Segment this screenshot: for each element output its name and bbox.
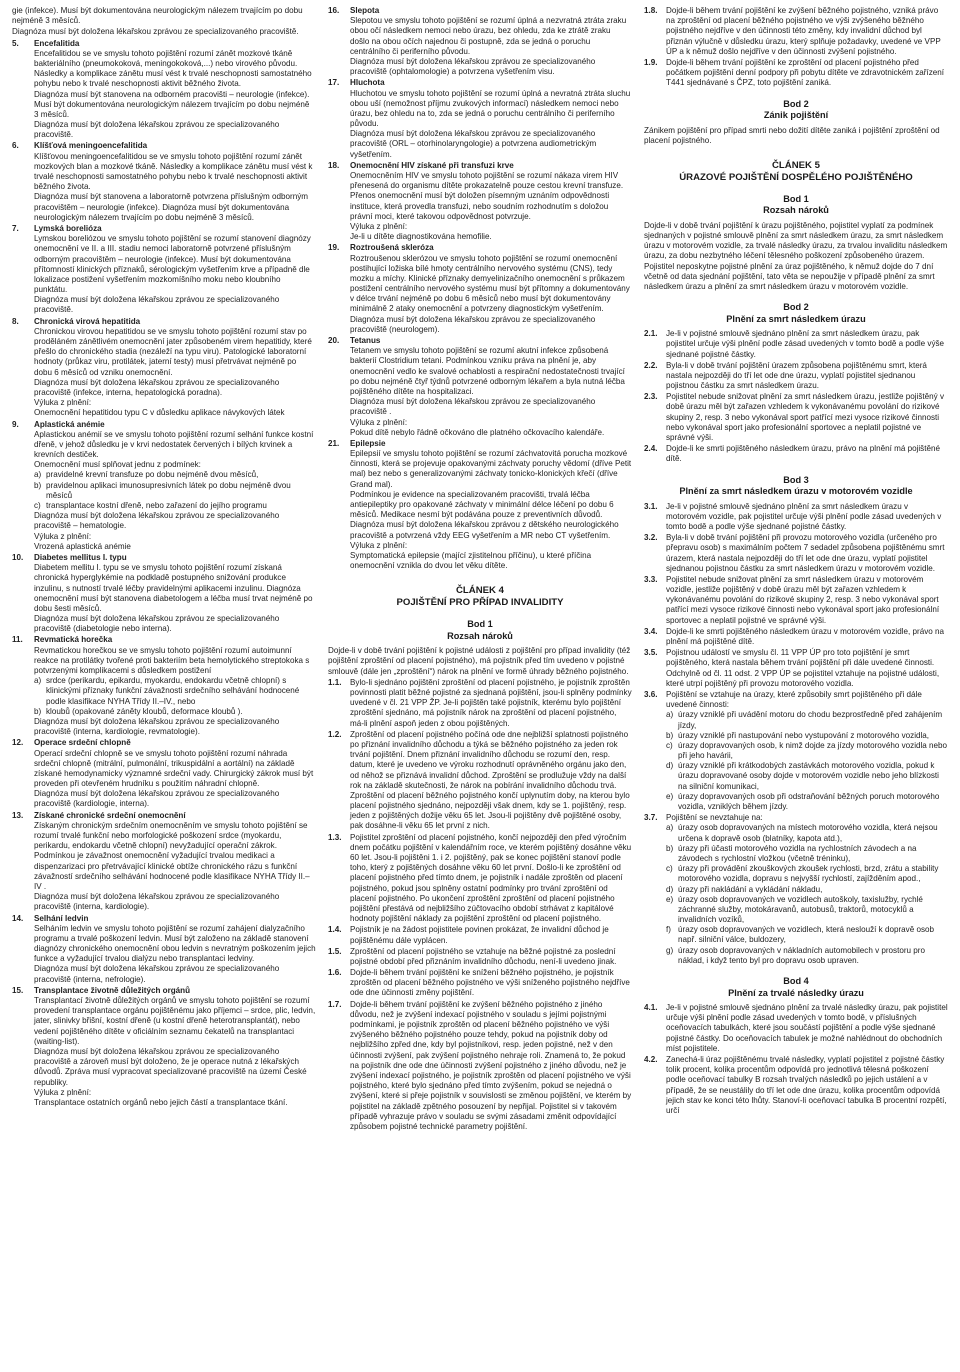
clause-body	[34, 224, 316, 316]
clause-item	[328, 1000, 632, 1132]
clause-number: 1.6.	[328, 968, 342, 978]
paragraph: Aplastickou anémií se ve smyslu tohoto pojištění rozumí selhání funkce kostní dřeně, v jehož důsledku je v krvi nedostatek červených i bílých krvinek a krevních destiček.	[34, 429, 314, 460]
section-heading	[644, 99, 948, 122]
paragraph: Dojde-li během trvání pojištění ke zvýšení běžného pojistného, vzniká právo na zproštění od placení běžného pojistného ve výši zvýšeného běžného pojistného nejdříve v den účinnosti této změny, kdy invalidní důchod byl přiznán výlučně v důsledku úrazu, který splňuje požadavky, uvedené ve VPP ÚP a k němuž došlo nejdříve v den účinnosti zvýšení pojistného.	[666, 6, 941, 56]
paragraph: Transplantace ostatních orgánů nebo jejich částí a transplantace tkání.	[34, 1097, 288, 1107]
clause-item	[644, 444, 948, 464]
clause-item	[644, 533, 948, 574]
sub-item-label: e)	[666, 894, 674, 904]
clause-item	[644, 1003, 948, 1054]
clause-body	[34, 39, 316, 141]
clause-number: 3.1.	[644, 501, 658, 511]
section-heading	[644, 475, 948, 498]
clause-item	[644, 502, 948, 533]
clause-body	[34, 317, 316, 419]
column-left	[12, 6, 316, 1372]
section-heading-line: Bod 1	[467, 619, 493, 630]
clause-number: 19.	[328, 243, 340, 253]
section-heading-line: Bod 2	[783, 302, 809, 313]
paragraph: Je-li v pojistné smlouvě sjednáno plnění za smrt následkem úrazu v motorovém vozidle, pak pojistitel určuje výši plnění podle zásad uvedených v tomto bodě a podle výše sjednané pojistné částky.	[666, 501, 942, 531]
section-heading-line: Rozsah nároků	[447, 630, 513, 641]
paragraph: Onemocnění hepatitidou typu C v důsledku aplikace návykových látek	[34, 408, 285, 418]
clause-title: Tetanus	[350, 336, 381, 345]
paragraph: Podmínkou je závažnost onemocnění vyžadující trvalou medikaci a dispenzarizaci pro přetrvávající klinické obtíže chronického rázu s funkční závažností srdečního selhávání hodnocené podle klasifikace NYHA Třídy II.–IV .	[34, 851, 310, 891]
sub-item	[666, 823, 948, 843]
clause-body	[350, 78, 632, 160]
column-right	[644, 6, 948, 1372]
paragraph: Pojištění se nevztahuje na:	[666, 813, 763, 823]
clause-body	[666, 575, 948, 626]
clause-title: Diabetes mellitus I. typu	[34, 552, 127, 562]
paragraph: Tetanem ve smyslu tohoto pojištění se rozumí akutní infekce způsobená bakterií Clostridium tetani. Podmínkou vzniku práva na plnění je, aby onemocnění vedlo ke svalové ochablosti a respirační nedostatečnosti trvající po dobu nejméně čtyř týdnů potvrzené odborným lékařem a byla nutná léčba pojištěného dítěte na hospitalizaci.	[350, 346, 625, 396]
clause-body	[666, 502, 948, 533]
clause-title: Selhání ledvin	[34, 913, 89, 923]
sub-item-text: úrazy vzniklé při krátkodobých zastávkách motorového vozidla, pokud k úrazu dopravované osoby dojde v motorovém vozidle nebo jeho blízkosti na silniční komunikaci,	[678, 761, 939, 791]
sub-item-text: úrazy dopravovaných osob při odstraňování běžných poruch motorového vozidla, vzniklých během jízdy.	[678, 791, 940, 812]
clause-title: Epilepsie	[350, 438, 386, 448]
sub-item-text: kloubů (opakované záněty kloubů, deformace kloubů ).	[46, 706, 243, 716]
clause-item	[644, 361, 948, 392]
clause-body	[350, 947, 632, 967]
sub-item-text: úrazy osob dopravovaných ve vozidlech, která neslouží k dopravě osob např. silniční válce, buldozery,	[678, 925, 935, 945]
clause-number: 21.	[328, 438, 340, 448]
paragraph: Diabetem mellitu I. typu se ve smyslu tohoto pojištění rozumí získaná chronická hyperglykémie na podkladě postupného snižování produkce inzulinu, s nutností trvalé léčby pravidelnými aplikacemi inzulinu. Diagnóza onemocnění musí být stanovena diabetologem a léčba musí trvat nejméně po dobu šesti měsíců.	[34, 563, 313, 613]
clause-title: Aplastická anémie	[34, 419, 105, 429]
clause-item	[644, 575, 948, 626]
paragraph: Lymskou boreliózou ve smyslu tohoto pojištění se rozumí stanovení diagnózy onemocnění ve II. a III. stadiu nemoci laboratorně potvrzené příslušným odborným pracovištěm – neurologie (infekce). Musí být dokumentována přítomností klinických příznaků, sérologickým vyšetřením krve a případně dle lokalizace postižení vyšetřením mozkomíšního moku nebo kloubního punktátu.	[34, 234, 311, 295]
section-heading-line: Bod 2	[783, 98, 809, 109]
clause-item	[328, 730, 632, 832]
paragraph: Diagnóza musí být stanovena a laboratorně potvrzena příslušným odborným pracovištěm – neurologie (infekce). Diagnóza musí být dokumentována neurologickým nálezem trvajícím po dobu nejméně 3 měsíců.	[34, 192, 308, 222]
clause-number: 7.	[12, 223, 19, 233]
sub-item-label: d)	[666, 884, 674, 894]
clause-item	[644, 6, 948, 57]
clause-number: 1.1.	[328, 677, 342, 687]
clause-item	[644, 1055, 948, 1116]
body-paragraph	[644, 126, 948, 146]
paragraph: Roztroušenou sklerózou ve smyslu tohoto pojištění se rozumí onemocnění postihující ložiska bílé hmoty centrálního nervového systému (CNS), tedy mozku a míchy. Klinické příznaky demyelinizačního onemocnění s průkazem postižení centrálního nervového systému musí být přítomny a dokumentovány v délce trvání nejméně po dobu 6 měsíců nebo musí být dokumentovány minimálně 2 ataky onemocnění a potvrzeny diagnostickým vyšetřením.	[350, 253, 630, 314]
clause-number: 10.	[12, 552, 24, 562]
sub-item-text: úrazy osob dopravovaných v nákladních automobilech v prostoru pro náklad, i když tento byl pro dopravu osob upraven.	[678, 945, 926, 965]
paragraph: Pojistitel nebude snižovat plnění za smrt následkem úrazu, jestliže pojištěný v době úrazu měl být zařazen vzhledem k vykonávanému povolání do rizikové skupiny 2, resp. 3 nebo vykonával sport patřící mezi vysoce rizikové činnosti nebo vykonával sport jako profesionální sportovec a neplatil pojistné ve správné výši.	[666, 392, 945, 443]
sub-item-label: c)	[666, 740, 673, 750]
paragraph: Diagnóza musí být doložena lékařskou zprávou ze specializovaného pracoviště (infekce, interna, hepatologická poradna).	[34, 377, 280, 397]
paragraph: Diagnóza musí být doložena lékařskou zprávou ze specializovaného pracoviště (interna, kardiologie, revmatologie).	[34, 716, 280, 737]
sub-item-label: f)	[666, 925, 671, 935]
sub-item-text: úrazy při provádění zkouškových zkoušek rychlosti, brzd, zrátu a stability motorového vozidla, dopravu s nejvyšší rychlostí, zajížděním apod.,	[678, 864, 939, 884]
clause-body	[34, 986, 316, 1108]
clause-item	[328, 833, 632, 925]
clause-body	[666, 392, 948, 443]
paragraph: Výluka z plnění:	[350, 417, 408, 427]
paragraph: Byla-li v době trvání pojištění při provozu motorového vozidla (určeného pro přepravu osob) s maximálním počtem 7 sedadel způsobena pojištěnému smrt úrazem, která nastala nejpozději do tří let ode dne úrazu, vyplatí pojistitel sjednanou pojistnou částku za smrt následkem úrazu v motorovém vozidle.	[666, 533, 945, 573]
paragraph: Onemocnění musí splňovat jednu z podmínek:	[34, 460, 201, 470]
sub-item	[666, 792, 948, 812]
sub-item	[666, 741, 948, 761]
clause-item	[12, 553, 316, 635]
paragraph: Diagnóza musí být doložena lékařskou zprávou ze specializovaného pracoviště.	[34, 120, 280, 140]
section-heading-line: Plnění za smrt následkem úrazu v motorovém vozidle	[679, 486, 913, 497]
sub-item	[666, 885, 948, 895]
section-heading-line: ÚRAZOVÉ POJIŠTĚNÍ DOSPĚLÉHO POJIŠTĚNÉHO	[679, 171, 913, 183]
clause-item	[644, 690, 948, 812]
clause-item	[328, 925, 632, 945]
paragraph: Výluka z plnění:	[34, 1087, 92, 1097]
section-heading	[644, 194, 948, 217]
paragraph: Je-li u dítěte diagnostikována hemofilie.	[350, 232, 492, 242]
clause-item	[328, 78, 632, 160]
sub-item	[666, 731, 948, 741]
clause-title: Onemocnění HIV získané při transfuzi krve	[350, 160, 514, 170]
clause-item	[644, 648, 948, 689]
paragraph: Zanechá-li úraz pojištěnému trvalé následky, vyplatí pojistitel z pojistné částky tolik procent, kolika procentům odpovídá pro jednotlivá tělesná poškození podle oceňovací tabulky B rozsah trvalých následků po jejich ustálení a v případě, že se neustálily do tří let ode dne úrazu, kolika procentům odpovídá jejich stav ke konci této lhůty. Stanoví-li oceňovací tabulka B procentní rozpětí, určí	[666, 1054, 947, 1115]
clause-number: 3.5.	[644, 648, 658, 658]
sub-item-text: úrazy při účasti motorového vozidla na rychlostních závodech a na závodech s rychlostní vložkou (včetně tréninku),	[678, 843, 917, 863]
paragraph: Klíšťovou meningoencefalitidou se ve smyslu tohoto pojištění rozumí zánět mozkových blan a mozkové tkáně. Následky a komplikace zánětu musí vést k trvalé neschopnosti samostatného pohybu nebo k trvalé neschopnosti aktivit běžného života.	[34, 151, 313, 192]
sub-item-text: úrazy vzniklé při uvádění motoru do chodu bezprostředně před zahájením jízdy,	[678, 710, 943, 730]
sub-item-label: a)	[666, 710, 674, 720]
section-heading-line: Rozsah nároků	[763, 205, 829, 216]
sub-item	[34, 707, 316, 717]
paragraph: Operací srdeční chlopně se ve smyslu tohoto pojištění rozumí náhrada srdeční chlopně (mitrální, pulmonální, trikuspidální a aortální) na základě získané hemodynamicky významné srdeční vady. Chirurgický zákrok musí být proveden při otevřeném hrudníku s použitím náhradní chlopně.	[34, 748, 314, 789]
section-heading	[644, 160, 948, 184]
sub-item-label: d)	[666, 761, 674, 771]
sub-item-text: úrazy osob dopravovaných ve vozidlech autoškoly, taxislužby, rychlé záchranné služby, motokáravanů, autobusů, traktorů, motocyklů a invalidních vozíků,	[678, 894, 923, 925]
paragraph: Chronickou virovou hepatitidou se ve smyslu tohoto pojištění rozumí stav po proděláném zánětlivém onemocnění jater způsobeném virem hepatitidy, které přešlo do chronického stadia (nezáleží na typu viru). Patologické laboratorní hodnoty (průkaz viru, protilátek, jaterní testy) musí přetrvávat nejméně po dobu 6 měsíců od vzniku onemocnění.	[34, 326, 312, 377]
clause-item	[12, 635, 316, 737]
clause-item	[328, 968, 632, 999]
body-paragraph	[644, 221, 948, 292]
paragraph: Diagnóza musí být doložena lékařskou zprávou ze specializovaného pracoviště.	[34, 295, 280, 315]
paragraph: Je-li v pojistné smlouvě sjednáno plnění za smrt následkem úrazu, pak pojistitel určuje výši plnění podle zásad uvedených v tomto bodě a podle výše sjednané pojistné částky.	[666, 329, 945, 359]
clause-body	[350, 968, 632, 999]
clause-number: 13.	[12, 810, 24, 820]
clause-body	[34, 553, 316, 635]
clause-item	[644, 813, 948, 966]
clause-number: 4.1.	[644, 1003, 658, 1013]
sub-item-label: a)	[34, 470, 42, 480]
sub-item-label: a)	[34, 676, 42, 686]
paragraph: Pojistitel nebude snižovat plnění za smrt následkem úrazu v motorovém vozidle, jestliže pojištěný v době úrazu měl být zařazen vzhledem k vykonávanému povolání do rizikové skupiny 2, resp. 3 nebo vykonával sport patřící mezi vysoce rizikové činnosti nebo vykonával sport jako profesionální sportovec a neplatil pojistné ve správné výši.	[666, 574, 940, 625]
continued-text	[12, 6, 316, 38]
sub-item	[34, 481, 316, 501]
sub-item-label: b)	[666, 843, 674, 853]
clause-title: Lymská borelióza	[34, 223, 102, 233]
sub-item-text: srdce (perikardu, epikardu, myokardu, endokardu včetně chlopní) s klinickými příznaky funkční závažnosti srdečního selhávání hodnocené podle klasifikace NYHA Třídy II.–IV., nebo	[46, 676, 300, 706]
clause-number: 14.	[12, 913, 24, 923]
clause-item	[328, 947, 632, 967]
clause-title: Hluchota	[350, 78, 385, 88]
clause-number: 3.2.	[644, 533, 658, 543]
paragraph: Diagnóza musí být stanovena na odborném pracovišti – neurologie (infekce). Musí být dokumentována neurologickým nálezem trvajícím po dobu nejméně 3 měsíců.	[34, 89, 310, 119]
clause-number: 1.5.	[328, 946, 342, 956]
clause-body	[666, 1055, 948, 1116]
clause-body	[350, 925, 632, 945]
section-heading-line: Bod 4	[783, 976, 809, 987]
paragraph: Pojistník je na žádost pojistitele povinen prokázat, že invalidní důchod je pojištěnému dále vyplácen.	[350, 925, 609, 945]
paragraph: Transplantací životně důležitých orgánů ve smyslu tohoto pojištění se rozumí provedení transplantace orgánu pojištěnému jako příjemci – srdce, plic, ledvin, jater, slinivky břišní, kostní dřeně (u kostní dřeně heterotransplantát), nebo vedení pojištěného dítěte v oficiálním seznamu čekatelů na transplantaci (waiting-list).	[34, 996, 316, 1046]
clause-number: 1.7.	[328, 999, 342, 1009]
clause-number: 11.	[12, 635, 23, 645]
sub-item-text: úrazy osob dopravovaných na místech motorového vozidla, která nejsou určena k dopravě osob (blatníky, kapota atd.),	[678, 823, 938, 843]
sub-item-text: úrazy vzniklé při nastupování nebo vystupování z motorového vozidla,	[678, 730, 930, 740]
section-heading-line: POJIŠTĚNÍ PRO PŘÍPAD INVALIDITY	[396, 597, 564, 609]
paragraph: Bylo-li sjednáno pojištění zproštění od placení pojistného, je pojistník zproštěn povinnosti platit běžné pojistné za sjednaná pojištění, jsou-li splněny podmínky uvedené v čl. 21 VPP ŽP. Je-li pojištěn také pojistník, kterému bylo pojištění zproštění sjednáno, má pojistník nárok na zproštění od placení pojistného, má-li plnění aspoň jeden z obou pojištěných.	[350, 677, 632, 728]
paragraph: Dojde-li během trvání pojištění ke snížení běžného pojistného, je pojistník zproštěn od placení běžného pojistného ve výši sníženého pojistného nejdříve ode dne účinnosti změny pojištění.	[350, 968, 630, 998]
clause-body	[666, 58, 948, 89]
clause-number: 20.	[328, 336, 340, 345]
paragraph: Byla-li v době trvání pojištění úrazem způsobena pojištěnému smrt, která nastala nejpozději do tří let ode dne úrazu, vyplatí pojistitel sjednanou pojistnou částku za smrt následkem úrazu.	[666, 360, 927, 391]
clause-number: 5.	[12, 38, 19, 48]
paragraph: Symptomatická epilepsie (mající zjistitelnou příčinu), u které příčina onemocnění vznikla do dvou let věku dítěte.	[350, 550, 592, 571]
clause-item	[328, 6, 632, 77]
clause-body	[666, 329, 948, 360]
paragraph: Diagnóza musí být doložena lékařskou zprávou ze specializovaného pracoviště (interna, kardiologie).	[34, 892, 280, 912]
clause-item	[328, 161, 632, 243]
clause-item	[12, 224, 316, 316]
clause-item	[328, 439, 632, 571]
paragraph: Pojistitel zproštění od placení pojistného, končí nejpozději den před výročním dnem počátku pojištění v kalendářním roce, ve kterém pojištěný dosáhne věku 60 let. Jsou-li pojištěni 1. i 2. pojištěný, pak se konec pojištění stanoví podle toho, který z pojištěných dosáhne věku 60 let první. Došlo-li ke zproštění od placení pojistného před tímto dnem, je pojistník i nadále zproštěn od placení pojistného, pokud jsou splněny ostatní podmínky pro trvání zproštění od placení pojistného. Po ukončení zproštění zproštění od placení pojistného pojištění přestává od nejbližšího zúčtovacího období strhávat z kapitálové hodnoty pojištění náklady za pojištění zproštění od placení pojistného.	[350, 832, 632, 924]
paragraph: Diagnóza musí být doložena lékařskou zprávou ze specializovaného pracoviště (kardiologie, interna).	[34, 789, 280, 809]
clause-title: Chronická virová hepatitida	[34, 316, 141, 326]
clause-number: 9.	[12, 419, 19, 429]
clause-number: 2.4.	[644, 444, 658, 454]
clause-body	[34, 914, 316, 985]
clause-number: 8.	[12, 316, 19, 326]
sub-item-label: c)	[666, 864, 673, 874]
clause-body	[350, 6, 632, 77]
clause-body	[350, 1000, 632, 1132]
clause-body	[666, 444, 948, 464]
clause-item	[644, 58, 948, 89]
column-middle	[328, 6, 632, 1372]
clause-number: 3.6.	[644, 689, 658, 699]
section-heading-line: Bod 1	[783, 193, 809, 204]
paragraph: Diagnóza musí být doložena lékařskou zprávou ze specializovaného pracoviště (diabetologie nebo interna).	[34, 614, 280, 634]
paragraph: Výluka z plnění:	[34, 398, 92, 408]
clause-title: Získané chronické srdeční onemocnění	[34, 810, 186, 820]
paragraph: Je-li v pojistné smlouvě sjednáno plnění za trvalé následky úrazu, pak pojistitel určuje výši plnění podle zásad uvedených v tomto bodě, v příslušných oceňovacích tabulkách, které jsou součástí pojištění a podle výše sjednané pojistné částky. Do oceňovacích tabulek je možné nahlédnout do obchodních míst pojistitele.	[666, 1003, 948, 1053]
clause-number: 3.4.	[644, 626, 658, 636]
paragraph: Diagnóza musí být doložena lékařskou zprávou ze specializovaného pracoviště .	[350, 397, 596, 417]
paragraph: Dojde-li ke smrti pojištěného následkem úrazu v motorovém vozidle, právo na plnění má pojištěné dítě.	[666, 626, 945, 647]
clause-body	[350, 678, 632, 729]
sub-item-label: b)	[34, 706, 42, 716]
paragraph: Přenos onemocnění musí být doložen písemným uznáním odpovědnosti instituce, která provedla transfuzi, nebo soudním rozhodnutím s doložou právní moci, které takovou odpovědnost potvrzuje.	[350, 191, 610, 221]
section-heading-line: Plnění za smrt následkem úrazu	[726, 313, 866, 324]
sub-item	[666, 710, 948, 730]
clause-item	[12, 39, 316, 141]
sub-item-text: transplantace kostní dřeně, nebo zařazení do jejího programu	[46, 501, 267, 510]
sub-item-text: úrazy dopravovaných osob, k nimž dojde za jízdy motorového vozidla nebo při jeho havárii,	[678, 740, 948, 761]
paragraph: Diagnóza musí být doložena lékařskou zprávou ze specializovaného pracoviště a zároveň musí být doloženo, že je operace nutná z lékařských důvodů. Zpráva musí vypracovat specializované pracoviště na území České republiky.	[34, 1046, 307, 1087]
sub-item-text: pravidelné krevní transfuze po dobu nejméně dvou měsíců,	[46, 470, 259, 480]
clause-number: 12.	[12, 738, 24, 748]
sub-item-text: úrazy při nakládání a vykládání nákladu,	[678, 884, 823, 894]
section-heading	[644, 976, 948, 999]
clause-body	[34, 141, 316, 223]
clause-body	[666, 627, 948, 647]
clause-item	[12, 738, 316, 809]
sub-item	[34, 676, 316, 707]
sub-item	[666, 844, 948, 864]
clause-body	[34, 811, 316, 913]
paragraph: Výluka z plnění:	[34, 531, 92, 541]
clause-item	[328, 678, 632, 729]
paragraph: Dojde-li během trvání pojištění ke zvýšení běžného pojistného z jiného důvodu, než je zvýšení indexací pojistného v souladu s jejími pojistnými podmínkami, je pojistník zproštěn od placení běžného pojistného ve výši zvýšeného běžného pojistného pouze tehdy, pokud na pojistník doby od nejbližšího zpřed dne, kdy byl pojistníkovi, resp. jeden pojistné, než v den účinnosti zvýšení, pak zvýšení pojistného nehraje roli. Znamená to, že pokud na pojistník dne ode dne účinnosti zvýšení pojistného z jiného důvodu, než je zvýšení indexací pojistného, je pojistník zproštěn od placení pojistného ve výši pojistného, které bylo sjednáno před tímto zvýšením, pokud se nejedná o zvýšení, které si přeje pojistník v souvislosti se změnou pojištění, ve kterém by pojistitel na základě zpětného posouzení by nepřijal. Pojistitel si v takovém případě vyhrazuje právo v souladu se svými zásadami změnit odpovídající způsobem pojistné technické parametry pojištění.	[350, 999, 632, 1131]
paragraph: Dojde-li ke smrti pojištěného následkem úrazu, právo na plnění má pojištěné dítě.	[666, 444, 940, 464]
paragraph: Zproštění od placení pojistného se vztahuje na běžné pojistné za poslední pojistné období před přiznáním invalidního důchodu, není-li uvedeno jinak.	[350, 946, 617, 966]
paragraph: Podmínkou je evidence na specializovaném pracovišti, trvalá léčba antiepileptiky pro opakované záchvaty v minimální délce léčení po dobu 6 měsíců. Medikace nesmí být podávána pouze z preventivních důvodů.	[350, 489, 614, 520]
clause-number: 3.3.	[644, 574, 658, 584]
sub-item-label: b)	[34, 480, 42, 490]
sub-item	[34, 501, 316, 511]
clause-body	[666, 361, 948, 392]
paragraph: Výluka z plnění:	[350, 221, 408, 231]
section-heading	[328, 585, 632, 609]
clause-number: 6.	[12, 141, 19, 151]
clause-body	[666, 813, 948, 966]
paragraph: Diagnóza musí být doložena lékařskou zprávou ze specializovaného pracoviště (interna, nefrologie).	[34, 964, 280, 984]
clause-number: 17.	[328, 78, 340, 88]
paragraph: Pokud dítě nebylo řádně očkováno dle platného očkovacího kalendáře.	[350, 427, 605, 437]
section-heading-line: ČLÁNEK 4	[456, 585, 504, 597]
clause-body	[350, 161, 632, 243]
clause-item	[328, 336, 632, 438]
sub-item-label: a)	[666, 823, 674, 833]
sub-item-label: e)	[666, 791, 674, 801]
clause-number: 16.	[328, 6, 340, 15]
clause-item	[644, 627, 948, 647]
clause-body	[350, 336, 632, 438]
clause-item	[12, 317, 316, 419]
section-heading-line: Zánik pojištění	[763, 110, 829, 120]
clause-number: 1.8.	[644, 6, 658, 15]
clause-number: 18.	[328, 160, 340, 170]
clause-item	[12, 141, 316, 223]
paragraph: Epilepsií ve smyslu tohoto pojištění se rozumí záchvatovitá porucha mozkové činnosti, která se projevuje opakovanými záchvaty poruchy vědomí (dříve Petit mal) bez nebo s generalizovanými záchvaty tonicko-klonických křečí (dříve Grand mal).	[350, 449, 632, 489]
clause-title: Operace srdeční chlopně	[34, 738, 131, 748]
sub-item	[666, 946, 948, 966]
sub-item	[666, 895, 948, 926]
clause-item	[644, 329, 948, 360]
paragraph: Zproštění od placení pojistného počíná ode dne nejbližší splatnosti pojistného po přiznání invalidního důchodu a týká se běžného pojistného za jeden rok trvání pojištění. Dnem přiznání invalidního důchodu se rozumí den, resp. datum, které je uvedeno ve výroku rozhodnutí oprávněného orgánu jako den, od něhož se přiznává invalidní důchod. Zproštění se prodlužuje vždy na další rok na základě skutečnosti, že nárok na pobírání invalidního důchodu trvá. Zproštění od placení běžného pojistného končí uplynutím doby, na kterou bylo placení pojistného sjednáno, nejpozději však dnem, kdy se 1. pojištěný, resp. jeden z pojištěných dožije věku 65 let. Jsou-li pojištěny dvě pojištěné osoby, pak dosáhne-li věku 65 let první z nich.	[350, 729, 630, 831]
paragraph: Hluchotou ve smyslu tohoto pojištění se rozumí úplná a nevratná ztráta sluchu obou uší (nemožnost příjmu zvukových informací) následkem nemoci nebo úrazu, bez ohledu na to, zda se jedná o poruchu centrálního či periferního původu.	[350, 88, 631, 129]
paragraph: Vrozená aplastická anémie	[34, 541, 131, 551]
clause-number: 3.7.	[644, 813, 658, 823]
clause-body	[666, 690, 948, 812]
paragraph: Diagnóza musí být doložena lékařskou zprávou ze specializovaného pracoviště (neurologem).	[350, 314, 596, 334]
clause-number: 4.2.	[644, 1054, 658, 1064]
paragraph: Dojde-li v době trvání pojištění k úrazu pojištěného, pojistitel vyplatí za podmínek sjednaných v pojistné smlouvě plnění za smrt následkem úrazu, za smrt následkem úrazu v motorovém vozidle, za trvalé následky úrazu, za trvalou invaliditu následkem úrazu, za dobu nezbytného léčení tělesného poškození způsobeného úrazem. Pojistitel neposkytne pojistné plnění za úraz pojištěného, k němuž dojde do 7 dní včetně od data sjednání pojištění, tato věta se nepoužije v případě plnění za smrt následkem úrazu a plnění za smrt následkem úrazu v motorovém vozidle.	[644, 220, 948, 291]
paragraph: Slepotou ve smyslu tohoto pojištění se rozumí úplná a nezvratná ztráta zraku obou očí následkem nemoci nebo úrazu, bez ohledu, zda ke ztrátě zraku došlo na obou očích najednou či postupně, zda se jedná o poruchu centrálního či periferního původu.	[350, 16, 627, 56]
clause-number: 2.2.	[644, 360, 658, 370]
paragraph: Diagnóza musí být doložena lékařskou zprávou z dětského neurologického pracoviště a potvrzená vždy EEG vyšetřením a MR nebo CT vyšetřením.	[350, 520, 619, 540]
paragraph: Diagnóza musí být doložena lékařskou zprávou ze specializovaného pracoviště.	[12, 27, 299, 37]
section-heading	[644, 302, 948, 325]
section-heading-line: Bod 3	[783, 474, 809, 485]
clause-title: Klíšťová meningoencefalitida	[34, 141, 148, 151]
clause-body	[350, 439, 632, 571]
sub-item	[666, 925, 948, 945]
clause-number: 1.2.	[328, 729, 342, 739]
paragraph: Selháním ledvin ve smyslu tohoto pojištění se rozumí zahájení dialyzačního programu a trvalé poškození ledvin. Musí být založeno na základě stanovení diagnózy chronického onemocnění obou ledvin s nevratným poškozením jejich funkce a vyžadující trvalou dialýzu nebo transplantaci ledviny.	[34, 923, 316, 964]
clause-body	[350, 243, 632, 335]
paragraph: Encefalitidou se ve smyslu tohoto pojištění rozumí zánět mozkové tkáně bakteriálního (pneumokoková, meningokoková,...) nebo virového původu. Následky a komplikace zánětu musí vést k trvalé neschopnosti samostatného pohybu nebo k trvalé neschopnosti aktivit běžného života.	[34, 48, 312, 89]
clause-body	[666, 1003, 948, 1054]
clause-number: 2.1.	[644, 329, 658, 339]
sub-item	[666, 864, 948, 884]
sub-item	[34, 470, 316, 480]
clause-number: 15.	[12, 985, 24, 995]
clause-item	[12, 986, 316, 1108]
paragraph: Diagnóza musí být doložena lékařskou zprávou ze specializovaného pracoviště (ORL – otorhinolaryngologie) a potvrzena audiometrickým vyšetřením.	[350, 129, 597, 159]
paragraph: Zánikem pojištění pro případ smrti nebo dožití dítěte zaniká i pojištění zproštění od placení pojistného.	[644, 125, 940, 145]
paragraph: Revmatickou horečkou se ve smyslu tohoto pojištění rozumí autoimunní reakce na protilátky tvořené proti bakteriím beta hemolytického streptokoka s potvrzenými komplikacemi s důsledkem postižení	[34, 645, 310, 675]
clause-number: 2.3.	[644, 392, 658, 402]
clause-number: 1.3.	[328, 832, 342, 842]
paragraph: Pojistnou událostí ve smyslu čl. 11 VPP ÚP pro toto pojištění je smrt pojištěného, která nastala během trvání pojištění při dále uvedené činnosti. Odchylně od čl. 11 odst. 2 VPP ÚP se pojistitel vztahuje na pojistné události, které utrpí pojištěný při provozu motorového vozidla.	[666, 648, 940, 688]
sub-item	[666, 761, 948, 792]
clause-body	[666, 533, 948, 574]
clause-body	[350, 833, 632, 925]
paragraph: Pojištění se vztahuje na úrazy, které způsobily smrt pojištěného při dále uvedené činnosti:	[666, 689, 922, 710]
paragraph: Diagnóza musí být doložena lékařskou zprávou ze specializovaného pracoviště – hematologie.	[34, 511, 280, 531]
clause-title: Slepota	[350, 6, 380, 15]
section-heading-line: Plnění za trvalé následky úrazu	[728, 987, 864, 998]
clause-body	[34, 635, 316, 737]
clause-title: Encefalitida	[34, 38, 80, 48]
paragraph: Onemocněním HIV ve smyslu tohoto pojištění se rozumí nákaza virem HIV přenesená do organismu dítěte prokazatelně pouze cestou krevní transfuze.	[350, 171, 624, 191]
clause-body	[666, 648, 948, 689]
body-paragraph	[328, 646, 632, 677]
paragraph: Výluka z plnění:	[350, 540, 408, 550]
sub-item-label: g)	[666, 945, 674, 955]
paragraph: Získaným chronickým srdečním onemocněním ve smyslu tohoto pojištění se rozumí trvalé funkční nebo morfologické poškození srdce (myokardu, perikardu, endokardu včetně chlopní) nevyžadující operační zákrok.	[34, 820, 308, 851]
paragraph: gie (infekce). Musí být dokumentována neurologickým nálezem trvajícím po dobu nejméně 3 měsíců.	[12, 6, 303, 26]
clause-item	[328, 243, 632, 335]
clause-body	[34, 738, 316, 809]
section-heading-line: ČLÁNEK 5	[772, 159, 820, 171]
clause-number: 1.9.	[644, 57, 658, 67]
clause-item	[644, 392, 948, 443]
clause-body	[666, 6, 948, 57]
clause-title: Roztroušená skleróza	[350, 243, 434, 253]
clause-body	[34, 420, 316, 552]
sub-item-label: c)	[34, 501, 41, 510]
paragraph: Dojde-li v době trvání pojištění k pojistné události z pojištění pro případ invalidity (též pojištění zproštění od placení pojistného), má pojistník před tím uvedeno v pojistné smlouvě (dále jen „zproštění“) nárok na plnění ve formě úhrady běžného pojistného.	[328, 646, 631, 676]
clause-item	[12, 914, 316, 985]
clause-number: 1.4.	[328, 925, 342, 935]
sub-item-label: b)	[666, 730, 674, 740]
clause-body	[350, 730, 632, 832]
clause-title: Revmatická horečka	[34, 635, 113, 645]
sub-item-text: pravidelnou aplikaci imunosupresivních látek po dobu nejméně dvou měsíců	[46, 480, 291, 500]
paragraph: Dojde-li během trvání pojištění ke zproštění od placení pojistného před počátkem pojištění denní podpory při pobytu dítěte ve zdravotnickém zařízení T441 sjednávané s ČPZ, toto pojištění zaniká.	[666, 57, 945, 88]
clause-item	[12, 420, 316, 552]
clause-item	[12, 811, 316, 913]
paragraph: Diagnóza musí být doložena lékařskou zprávou ze specializovaného pracoviště (ophtalomologie) a potvrzena vyšetřením visu.	[350, 56, 596, 77]
section-heading	[328, 619, 632, 642]
clause-title: Transplantace životně důležitých orgánů	[34, 985, 191, 995]
